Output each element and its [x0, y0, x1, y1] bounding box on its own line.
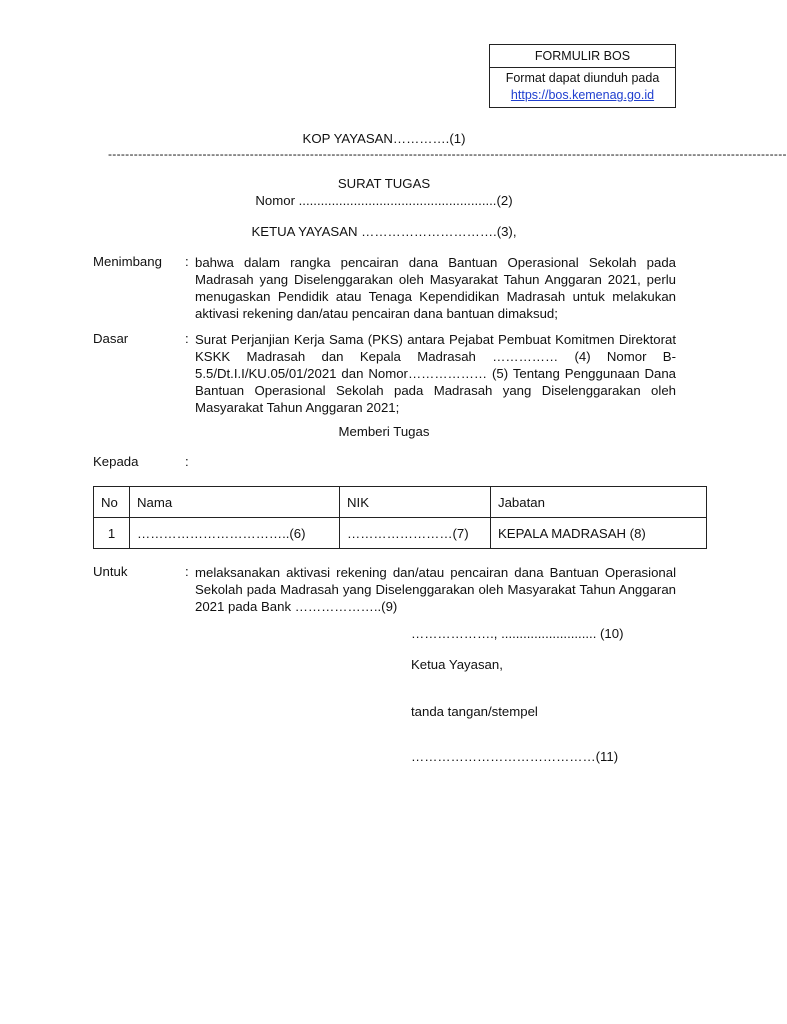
- cell-jabatan: KEPALA MADRASAH (8): [491, 518, 707, 549]
- header-jabatan: Jabatan: [491, 487, 707, 518]
- header-nik: NIK: [340, 487, 491, 518]
- document-number: Nomor ......................................................(2): [255, 193, 513, 208]
- kop-yayasan: KOP YAYASAN………….(1): [302, 131, 466, 146]
- signer-name-line: ……………………………………(11): [411, 749, 619, 764]
- assignee-table: [93, 486, 707, 549]
- memberi-tugas-heading: Memberi Tugas: [338, 424, 430, 439]
- untuk-text: melaksanakan aktivasi rekening dan/atau pencairan dana Bantuan Operasional Sekolah pada Madrasah yang Diselenggarakan oleh Masyarakat Tahun Anggaran 2021 pada Bank ………………..(9): [195, 565, 676, 614]
- menimbang-label: Menimbang: [93, 254, 162, 269]
- download-link[interactable]: https://bos.kemenag.go.id: [510, 88, 655, 102]
- dasar-text: Surat Perjanjian Kerja Sama (PKS) antara Pejabat Pembuat Komitmen Direktorat KSKK Madrasah dan Kepala Madrasah …………… (4) Nomor B-5.5/Dt.I.I/KU.05/01/2021 dan Nomor……………… (5) Tentang Penggunaan Dana Bantuan Operasional Sekolah pada Madrasah yang Diselenggarakan oleh Masyarakat Tahun Anggaran 2021;: [195, 332, 676, 415]
- form-info-box: [489, 44, 676, 108]
- document-title: SURAT TUGAS: [337, 176, 431, 191]
- untuk-label: Untuk: [93, 564, 128, 579]
- cell-nama: ……………………………..(6): [130, 518, 340, 549]
- letterhead-divider: --------------------------------------------------------------------------------------------------------------------------------------------------------------: [108, 147, 787, 161]
- menimbang-text: bahwa dalam rangka pencairan dana Bantuan Operasional Sekolah pada Madrasah yang Diselenggarakan oleh Masyarakat Tahun Anggaran 2021, perlu menugaskan Pendidik atau Tenaga Kependidikan Madrasah untuk melakukan aktivasi rekening dan/atau pencairan dana bantuan dimaksud;: [195, 255, 676, 321]
- header-no: No: [94, 487, 130, 518]
- header-nama: Nama: [130, 487, 340, 518]
- table-header-row: [94, 487, 707, 518]
- form-box-title: FORMULIR BOS: [490, 45, 675, 68]
- untuk-colon: :: [185, 564, 189, 579]
- cell-nik: ……………………(7): [340, 518, 491, 549]
- ketua-heading: KETUA YAYASAN ………………………….(3),: [251, 224, 517, 239]
- signer-role: Ketua Yayasan,: [411, 657, 503, 672]
- form-box-note: Format dapat diunduh pada: [505, 71, 660, 85]
- signature-stamp-note: tanda tangan/stempel: [411, 704, 538, 719]
- kepada-label: Kepada: [93, 454, 139, 469]
- table-row: [94, 518, 707, 549]
- place-date-line: ………………., .......................... (10): [411, 626, 624, 641]
- cell-no: 1: [94, 518, 130, 549]
- dasar-label: Dasar: [93, 331, 129, 346]
- kepada-colon: :: [185, 454, 189, 469]
- menimbang-colon: :: [185, 254, 189, 269]
- dasar-colon: :: [185, 331, 189, 346]
